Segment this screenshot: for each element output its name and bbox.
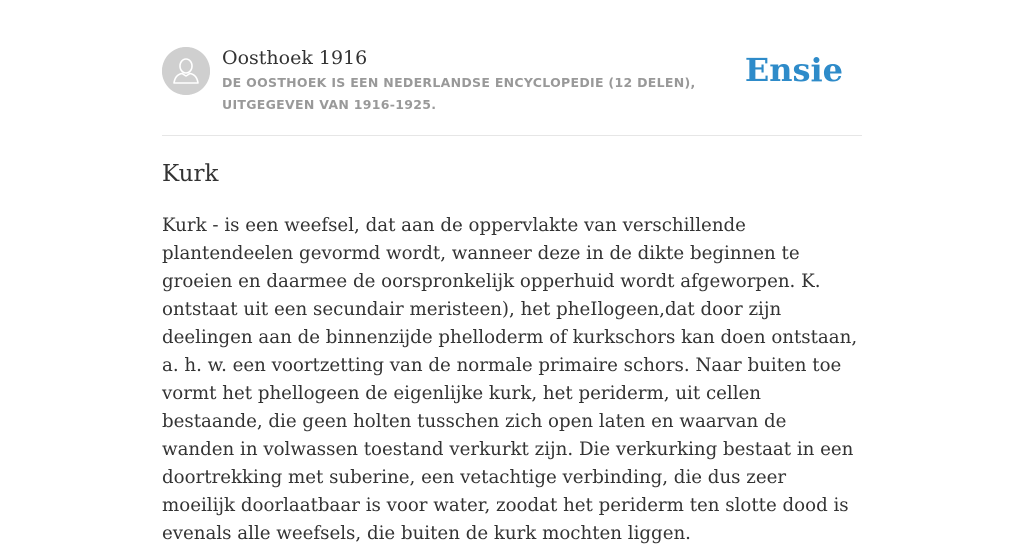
author-name[interactable]: Oosthoek 1916 [222,47,368,69]
user-avatar-icon[interactable] [162,47,210,95]
entry-body: Kurk - is een weefsel, dat aan de oppervlakte van verschillende plantendeelen gevormd wordt, wanneer deze in de dikte beginnen te groeien en daarmee de oorspronkelijk opperhuid wordt afgeworpen. K. ontstaat uit een secundair meristeen), het pheIlogeen,dat door zijn deelingen aan de binnenzijde phelloderm of kurkschors kan doen ontstaan, a. h. w. een voortzetting van de normale primaire schors. Naar buiten toe vormt het phellogeen de eigenlijke kurk, het periderm, uit cellen bestaande, die geen holten tusschen zich open laten en waarvan de wanden in volwassen toestand verkurkt zijn. Die verkurking bestaat in een doortrekking met suberine, een vetachtige verbinding, die dus zeer moeilijk doorlaatbaar is voor water, zoodat het periderm ten slotte dood is evenals alle weefsels, die buiten de kurk mochten liggen. [162,215,858,544]
entry-title: Kurk [162,161,219,187]
author-header [162,44,862,134]
ensie-logo[interactable]: Ensie [744,51,843,89]
header-divider [162,135,862,136]
author-description: DE OOSTHOEK IS EEN NEDERLANDSE ENCYCLOPEDIE (12 DELEN), UITGEGEVEN VAN 1916-1925. [222,75,696,112]
person-silhouette-icon [162,47,210,95]
